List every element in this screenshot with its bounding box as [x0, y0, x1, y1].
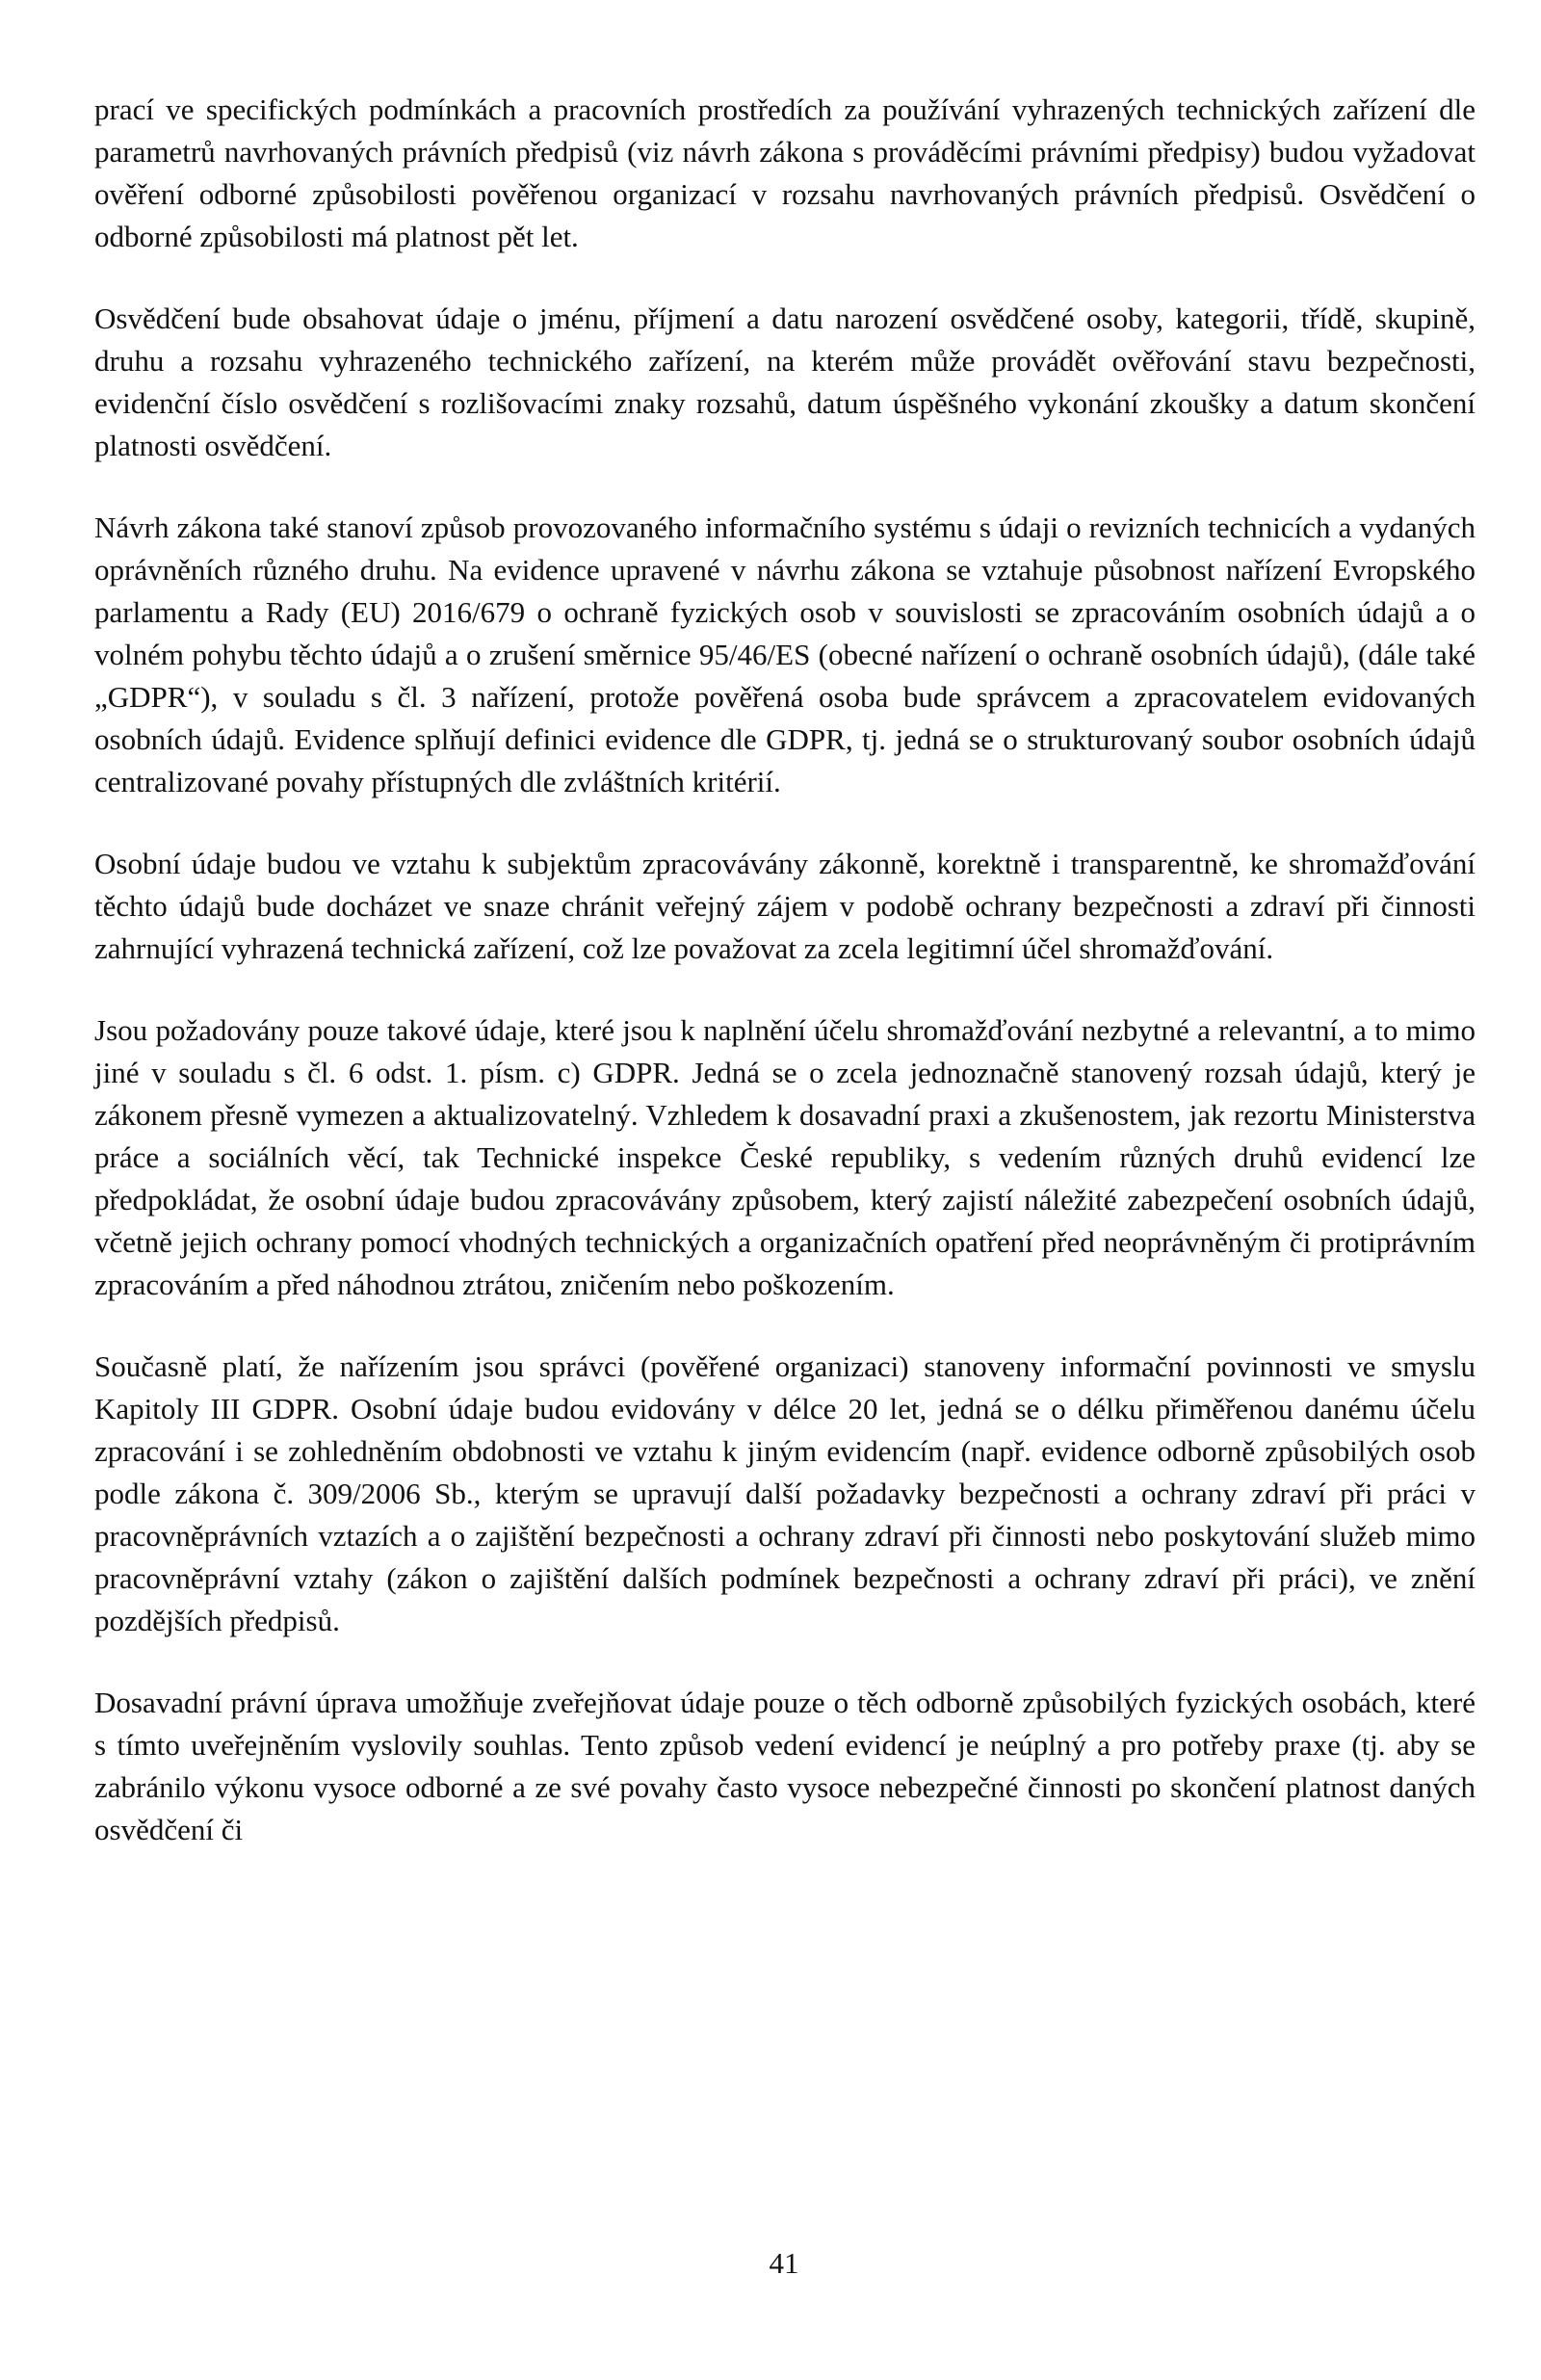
- paragraph-certificate-contents: Osvědčení bude obsahovat údaje o jménu, příjmení a datu narození osvědčené osoby, kategorii, třídě, skupině, druhu a rozsahu vyhrazeného technického zařízení, na kterém může provádět ověřování stavu bezpečnosti, evidenční číslo osvědčení s rozlišovacími znaky rozsahů, datum úspěšného vykonání zkoušky a datum skončení platnosti osvědčení.: [94, 301, 1476, 462]
- paragraph-information-system-gdpr: Návrh zákona také stanoví způsob provozovaného informačního systému s údaji o revizních technicích a vydaných oprávněních různého druhu. Na evidence upravené v návrhu zákona se vztahuje působnost nařízení Evropského parlamentu a Rady (EU) 2016/679 o ochraně fyzických osob v souvislosti se zpracováním osobních údajů a o volném pohybu těchto údajů a o zrušení směrnice 95/46/ES (obecné nařízení o ochraně osobních údajů), (dále také „GDPR“), v souladu s čl. 3 nařízení, protože pověřená osoba bude správcem a zpracovatelem evidovaných osobních údajů. Evidence splňují definici evidence dle GDPR, tj. jedná se o strukturovaný soubor osobních údajů centralizované povahy přístupných dle zvláštních kritérií.: [94, 510, 1476, 798]
- document-page-body: [94, 89, 1476, 1891]
- paragraph-retention-period: Současně platí, že nařízením jsou správci (pověřené organizaci) stanoveny informační povinnosti ve smyslu Kapitoly III GDPR. Osobní údaje budou evidovány v délce 20 let, jedná se o délku přiměřenou danému účelu zpracování i se zohledněním obdobnosti ve vztahu k jiným evidencím (např. evidence odborně způsobilých osob podle zákona č. 309/2006 Sb., kterým se upravují další požadavky bezpečnosti a ochrany zdraví při práci v pracovněprávních vztazích a o zajištění bezpečnosti a ochrany zdraví při činnosti nebo poskytování služeb mimo pracovněprávní vztahy (zákon o zajištění dalších podmínek bezpečnosti a ochrany zdraví při práci), ve znění pozdějších předpisů.: [94, 1349, 1476, 1637]
- paragraph-data-minimisation: Jsou požadovány pouze takové údaje, které jsou k naplnění účelu shromažďování nezbytné a relevantní, a to mimo jiné v souladu s čl. 6 odst. 1. písm. c) GDPR. Jedná se o zcela jednoznačně stanovený rozsah údajů, který je zákonem přesně vymezen a aktualizovatelný. Vzhledem k dosavadní praxi a zkušenostem, jak rezortu Ministerstva práce a sociálních věcí, tak Technické inspekce České republiky, s vedením různých druhů evidencí lze předpokládat, že osobní údaje budou zpracovávány způsobem, který zajistí náležité zabezpečení osobních údajů, včetně jejich ochrany pomocí vhodných technických a organizačních opatření před neoprávněným či protiprávním zpracováním a před náhodnou ztrátou, zničením nebo poškozením.: [94, 1013, 1476, 1301]
- paragraph-lawful-processing: Osobní údaje budou ve vztahu k subjektům zpracovávány zákonně, korektně i transparentně, ke shromažďování těchto údajů bude docházet ve snaze chránit veřejný zájem v podobě ochrany bezpečnosti a zdraví při činnosti zahrnující vyhrazená technická zařízení, což lze považovat za zcela legitimní účel shromažďování.: [94, 847, 1476, 965]
- paragraph-certification-requirement: prací ve specifických podmínkách a pracovních prostředích za používání vyhrazených technických zařízení dle parametrů navrhovaných právních předpisů (viz návrh zákona s prováděcími právními předpisy) budou vyžadovat ověření odborné způsobilosti pověřenou organizací v rozsahu navrhovaných právních předpisů. Osvědčení o odborné způsobilosti má platnost pět let.: [94, 92, 1476, 253]
- paragraph-publication-consent: Dosavadní právní úprava umožňuje zveřejňovat údaje pouze o těch odborně způsobilých fyzických osobách, které s tímto uveřejněním vyslovily souhlas. Tento způsob vedení evidencí je neúplný a pro potřeby praxe (tj. aby se zabránilo výkonu vysoce odborné a ze své povahy často vysoce nebezpečné činnosti po skončení platnost daných osvědčení či: [94, 1686, 1476, 1846]
- page-number: 41: [769, 2246, 799, 2280]
